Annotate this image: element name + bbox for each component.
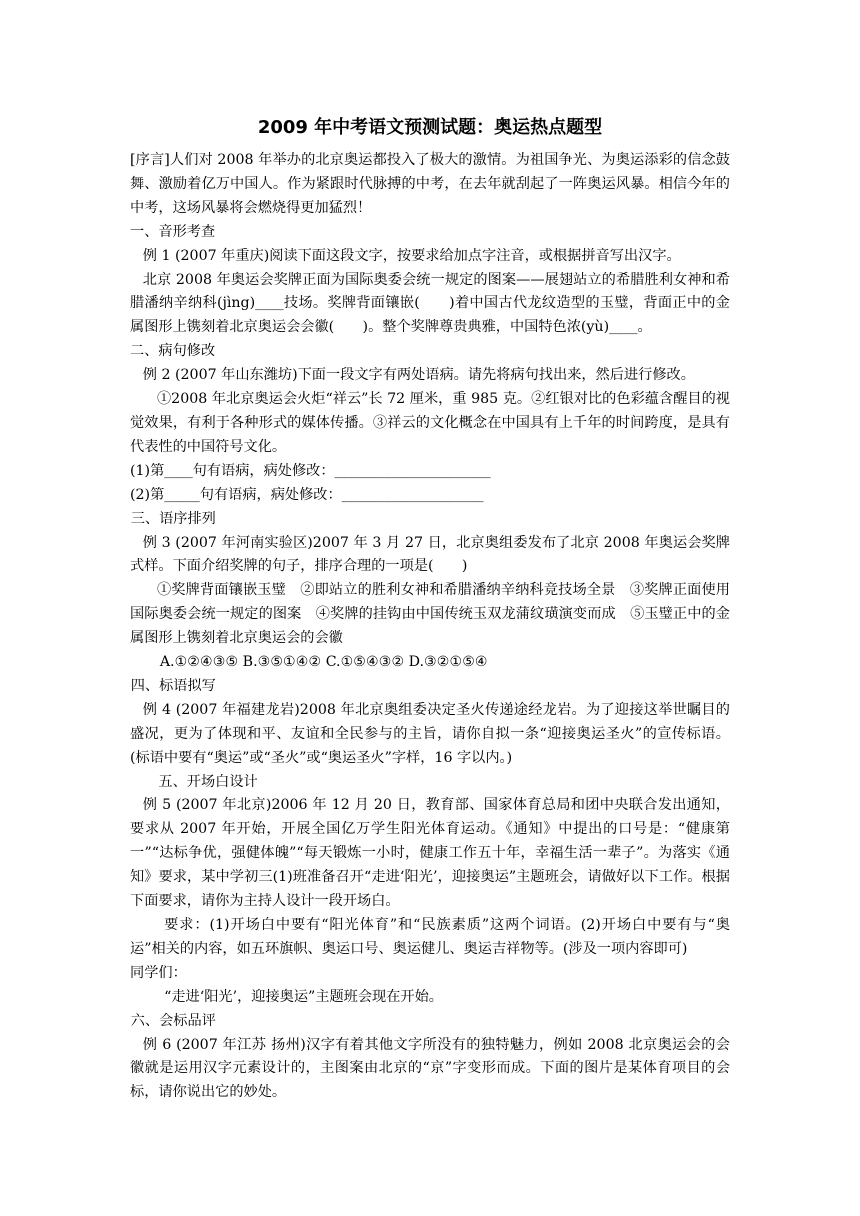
question-2: 例 2 (2007 年山东潍坊)下面一段文字有两处语病。请先将病句找出来，然后进行修改。 [142,367,695,384]
answer-line-2: (2)第_____句有语病，病处修改：____________________ [130,486,484,503]
passage-2: ①2008 年北京奥运会火炬“祥云”长 72 厘米，重 985 克。②红银对比的色彩蕴含醒目的视觉效果，有利于各种形式的媒体传播。③祥云的文化概念在中国具有上千年的时间跨度，是具有代表性的中国符号文化。 [130,391,730,455]
question-5: 例 5 (2007 年北京)2006 年 12 月 20 日，教育部、国家体育总局和团中央联合发出通知，要求从 2007 年开始，开展全国亿万学生阳光体育运动。《通知》中提出的口号是：“健康第一”“达标争优，强健体魄”“每天锻炼一小时，健康工作五十年，幸福生活一辈子”。为落实《通知》要求，某中学初三(1)班准备召开“走进‘阳光’，迎接奥运”主题班会，请做好以下工作。根据下面要求，请你为主持人设计一段开场白。 [130,797,730,910]
opening-line-5: “走进‘阳光’，迎接奥运”主题班会现在开始。 [164,988,443,1005]
question-3: 例 3 (2007 年河南实验区)2007 年 3 月 27 日，北京奥组委发布了北京 2008 年奥运会奖牌式样。下面介绍奖牌的句子，排序合理的一项是( ) [130,534,730,575]
section-heading-2: 二、病句修改 [130,343,216,360]
section-heading-1: 一、音形考查 [130,223,216,240]
requirements-5: 要求：(1)开场白中要有“阳光体育”和“民族素质”这两个词语。(2)开场白中要有与“奥运”相关的内容，如五环旗帜、奥运口号、奥运健儿、奥运吉祥物等。(涉及一项内容即可) [130,917,730,957]
section-heading-3: 三、语序排列 [130,510,216,527]
section-heading-5: 五、开场白设计 [158,773,258,790]
question-4: 例 4 (2007 年福建龙岩)2008 年北京奥组委决定圣火传递途经龙岩。为了迎接这举世瞩目的盛况，更为了体现和平、友谊和全民参与的主旨，请你自拟一条“迎接奥运圣火”的宣传标语。(标语中要有“奥运”或“圣火”或“奥运圣火”字样，16 字以内。) [130,701,730,766]
greeting-5: 同学们： [130,964,187,981]
answer-line-1: (1)第____句有语病，病处修改：______________________ [130,462,491,479]
preface-paragraph: [序言]人们对 2008 年举办的北京奥运都投入了极大的激情。为祖国争光、为奥运添彩的信念鼓舞、激励着亿万中国人。作为紧跟时代脉搏的中考，在去年就刮起了一阵奥运风暴。相信今年的中考，这场风暴将会燃烧得更加猛烈！ [130,152,730,216]
section-heading-6: 六、会标品评 [130,1012,216,1029]
passage-3: ①奖牌背面镶嵌玉璧 ②即站立的胜利女神和希腊潘纳辛纳科竞技场全景 ③奖牌正面使用国际奥委会统一规定的图案 ④奖牌的挂钩由中国传统玉双龙蒲纹璜演变而成 ⑤玉璧正中的金属图形上镌刻着北京奥运会的会徽 [130,582,730,647]
question-1: 例 1 (2007 年重庆)阅读下面这段文字，按要求给加点字注音，或根据拼音写出汉字。 [142,247,681,264]
section-heading-4: 四、标语拟写 [130,677,216,694]
document-body [130,149,730,1105]
options-3: A.①②④③⑤ B.③⑤①④② C.①⑤④③② D.③②①⑤④ [159,654,488,671]
document-title: 2009 年中考语文预测试题：奥运热点题型 [257,117,603,138]
question-6: 例 6 (2007 年江苏 扬州)汉字有着其他文字所没有的独特魅力，例如 2008 北京奥运会的会徽就是运用汉字元素设计的，主图案由北京的“京”字变形而成。下面的图片是某体育项目的会标，请你说出它的妙处。 [130,1036,730,1101]
passage-1: 北京 2008 年奥运会奖牌正面为国际奥委会统一规定的图案——展翅站立的希腊胜利女神和希腊潘纳辛纳科(jìng)____技场。奖牌背面镶嵌( )着中国古代龙纹造型的玉璧，背面正中的金属图形上镌刻着北京奥运会会徽( )。整个奖牌尊贵典雅，中国特色浓(yù)____。 [130,271,730,336]
